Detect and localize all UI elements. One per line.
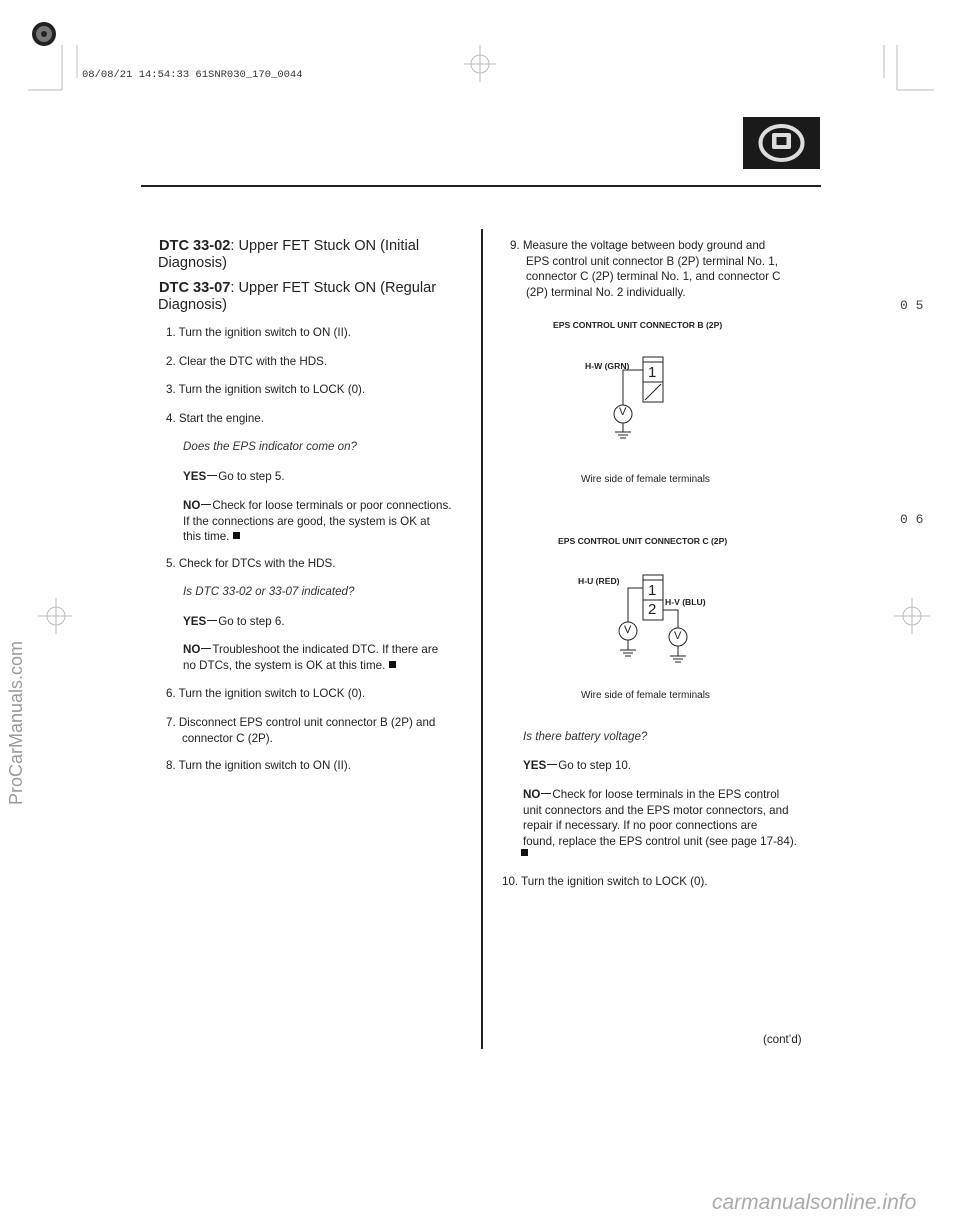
yes-4-text: Go to step 5. [218, 470, 285, 483]
step-9-a: 9. Measure the voltage between body ground and [510, 239, 766, 252]
question-5: Is DTC 33-02 or 33-07 indicated? [183, 585, 355, 598]
step-9-d: (2P) terminal No. 2 individually. [526, 285, 686, 299]
no-9 [523, 787, 797, 849]
connector-b-wire-label: H-W (GRN) [585, 361, 630, 371]
step-7 [166, 715, 435, 746]
connector-b-pin-1: 1 [648, 364, 657, 381]
connector-b-title: EPS CONTROL UNIT CONNECTOR B (2P) [553, 320, 723, 330]
yes-label: YES [183, 615, 207, 628]
left-watermark: ProCarManuals.com [6, 640, 26, 805]
side-mark-05: 0 5 [900, 298, 924, 313]
dtc-title-1b: Diagnosis) [158, 255, 227, 271]
steering-wheel-icon [743, 117, 820, 169]
no-9-text-b: unit connectors and the EPS motor connectors, and [523, 803, 789, 817]
yes-label: YES [183, 470, 207, 483]
header-rule [141, 185, 821, 187]
no-label: NO [183, 499, 201, 512]
no-4-text-b: If the connections are good, the system is OK at [183, 514, 430, 528]
dtc-code-33-02: DTC 33-02 [159, 238, 231, 254]
step-10: 10. Turn the ignition switch to LOCK (0). [502, 875, 708, 888]
step-1: 1. Turn the ignition switch to ON (II). [166, 326, 351, 339]
dtc-title-2b: Diagnosis) [158, 297, 227, 313]
no-4-text-a: Check for loose terminals or poor connections. [212, 499, 452, 512]
step-5: 5. Check for DTCs with the HDS. [166, 557, 336, 570]
dtc-heading-1 [159, 238, 419, 272]
voltmeter-symbol-1: V [624, 624, 632, 636]
step-7-a: 7. Disconnect EPS control unit connector B (2P) and [166, 716, 436, 729]
yes-5-text: Go to step 6. [218, 615, 285, 628]
dtc-code-33-07: DTC 33-07 [159, 280, 231, 296]
step-6: 6. Turn the ignition switch to LOCK (0). [166, 687, 366, 700]
yes-label: YES [523, 759, 547, 772]
dtc-heading-2 [159, 280, 436, 314]
connector-c-pin-2: 2 [648, 601, 657, 618]
connector-c-housing [643, 575, 663, 580]
no-5 [183, 642, 438, 673]
connector-c-pin-1: 1 [648, 582, 657, 599]
end-marker [389, 661, 396, 668]
print-stamp: 08/08/21 14:54:33 61SNR030_170_0044 [82, 69, 303, 81]
dtc-title-2a: : Upper FET Stuck ON (Regular [230, 280, 437, 296]
step-7-b: connector C (2P). [182, 731, 273, 745]
column-divider [481, 229, 483, 1049]
no-9-text-a: Check for loose terminals in the EPS control [552, 788, 780, 801]
no-9-text-c: repair if necessary. If no poor connections are [523, 819, 758, 832]
no-9-text-d: found, replace the EPS control unit (see page 17-84). [523, 834, 797, 848]
voltmeter-symbol: V [619, 406, 627, 418]
connector-c-wire-1-label: H-U (RED) [578, 576, 620, 586]
connector-b-housing [643, 357, 663, 362]
connector-c-title: EPS CONTROL UNIT CONNECTOR C (2P) [558, 536, 728, 546]
dtc-title-1a: : Upper FET Stuck ON (Initial [230, 238, 420, 254]
end-marker [521, 849, 528, 856]
side-mark-06: 0 6 [900, 512, 924, 527]
yes-5 [183, 614, 285, 630]
connector-c-probe-wire-2 [663, 610, 678, 628]
connector-b-caption: Wire side of female terminals [581, 474, 710, 485]
yes-4 [183, 469, 285, 485]
connector-c-wire-2-label: H-V (BLU) [665, 597, 706, 607]
no-4-text-c: this time. [183, 530, 230, 543]
yes-9-text: Go to step 10. [558, 759, 632, 772]
registration-target-icon [32, 22, 56, 46]
end-marker [233, 532, 240, 539]
step-3: 3. Turn the ignition switch to LOCK (0). [166, 383, 366, 396]
step-9-c: connector C (2P) terminal No. 1, and connector C [526, 270, 781, 283]
no-5-text-a: Troubleshoot the indicated DTC. If there are [212, 643, 439, 656]
connector-b-diagram [600, 352, 680, 447]
continued-label: (cont’d) [763, 1033, 802, 1046]
no-label: NO [523, 788, 541, 801]
step-4: 4. Start the engine. [166, 412, 264, 425]
no-4 [183, 498, 451, 545]
voltmeter-symbol-2: V [674, 630, 682, 642]
connector-c-probe-wire-1 [628, 588, 643, 622]
step-9 [510, 238, 781, 300]
no-label: NO [183, 643, 201, 656]
step-9-b: EPS control unit connector B (2P) terminal No. 1, [526, 254, 778, 268]
yes-9 [523, 758, 631, 774]
connector-c-caption: Wire side of female terminals [581, 690, 710, 701]
step-8: 8. Turn the ignition switch to ON (II). [166, 759, 351, 772]
no-5-text-b: no DTCs, the system is OK at this time. [183, 658, 386, 672]
question-9: Is there battery voltage? [523, 730, 648, 743]
connector-b-probe-wire [623, 370, 643, 405]
section-icon-box [743, 117, 820, 169]
bottom-watermark: carmanualsonline.info [712, 1191, 917, 1214]
question-4: Does the EPS indicator come on? [183, 440, 358, 453]
step-2: 2. Clear the DTC with the HDS. [166, 355, 328, 368]
